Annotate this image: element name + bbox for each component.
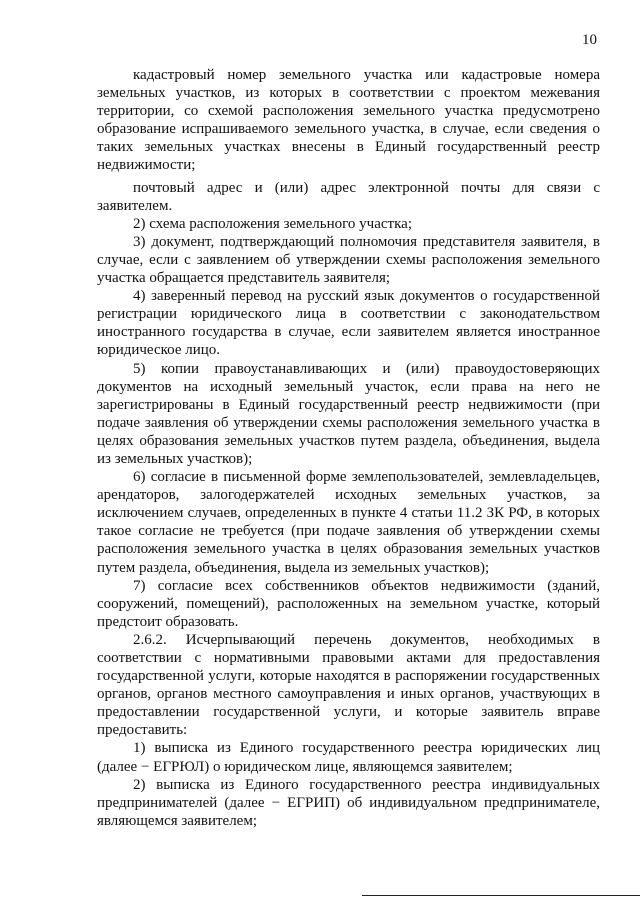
document-body [97,66,600,830]
paragraph-item-5: 5) копии правоустанавливающих и (или) правоудостоверяющих документов на исходный земельный участок, если права на него не зарегистрированы в Единый государственный реестр недвижимости (при подаче заявления об утверждении схемы расположения земельного участка в целях образования земельных участков путем раздела, объединения, выдела из земельных участков); [97,360,600,467]
paragraph-postal-address: почтовый адрес и (или) адрес электронной почты для связи с заявителем. [97,179,600,214]
paragraph-item-6: 6) согласие в письменной форме землепользователей, землевладельцев, арендаторов, залогодержателей исходных земельных участков, за исключением случаев, определенных в пункте 4 статьи 11.2 ЗК РФ, в которых такое согласие не требуется (при подаче заявления об утверждении схемы расположения земельного участка в целях образования земельных участков путем раздела, объединения, выдела из земельных участков); [97,469,600,576]
paragraph-item-7: 7) согласие всех собственников объектов недвижимости (зданий, сооружений, помещений), расположенных на земельном участке, который предстоит образовать. [97,577,600,630]
paragraph-section-2-6-2: 2.6.2. Исчерпывающий перечень документов, необходимых в соответствии с нормативными правовыми актами для предоставления государственной услуги, которые находятся в распоряжении государственных органов, органов местного самоуправления и иных органов, участвующих в предоставлении государственной услуги, и которые заявитель вправе предоставить: [97,631,600,739]
paragraph-item-4: 4) заверенный перевод на русский язык документов о государственной регистрации юридического лица в соответствии с законодательством иностранного государства в случае, если заявителем является иностранное юридическое лицо. [97,288,600,359]
paragraph-item-2: 2) схема расположения земельного участка; [133,215,412,232]
paragraph-item-3: 3) документ, подтверждающий полномочия представителя заявителя, в случае, если с заявлением об утверждении схемы расположения земельного участка обращается представитель заявителя; [97,233,600,287]
page-number: 10 [582,32,597,48]
paragraph-cadastral-number: кадастровый номер земельного участка или кадастровые номера земельных участков, из которых в соответствии с проектом межевания территории, со схемой расположения земельного участка предусмотрено образование испрашиваемого земельного участка, в случае, если сведения о таких земельных участках внесены в Единый государственный реестр недвижимости; [97,67,600,174]
paragraph-egrip-extract: 2) выписка из Единого государственного реестра индивидуальных предпринимателей (далее − ЕГРИП) об индивидуальном предпринимателе, являющемся заявителем; [97,776,600,829]
bottom-rule [362,895,640,896]
paragraph-egrul-extract: 1) выписка из Единого государственного реестра юридических лиц (далее − ЕГРЮЛ) о юридическом лице, являющемся заявителем; [97,740,600,775]
